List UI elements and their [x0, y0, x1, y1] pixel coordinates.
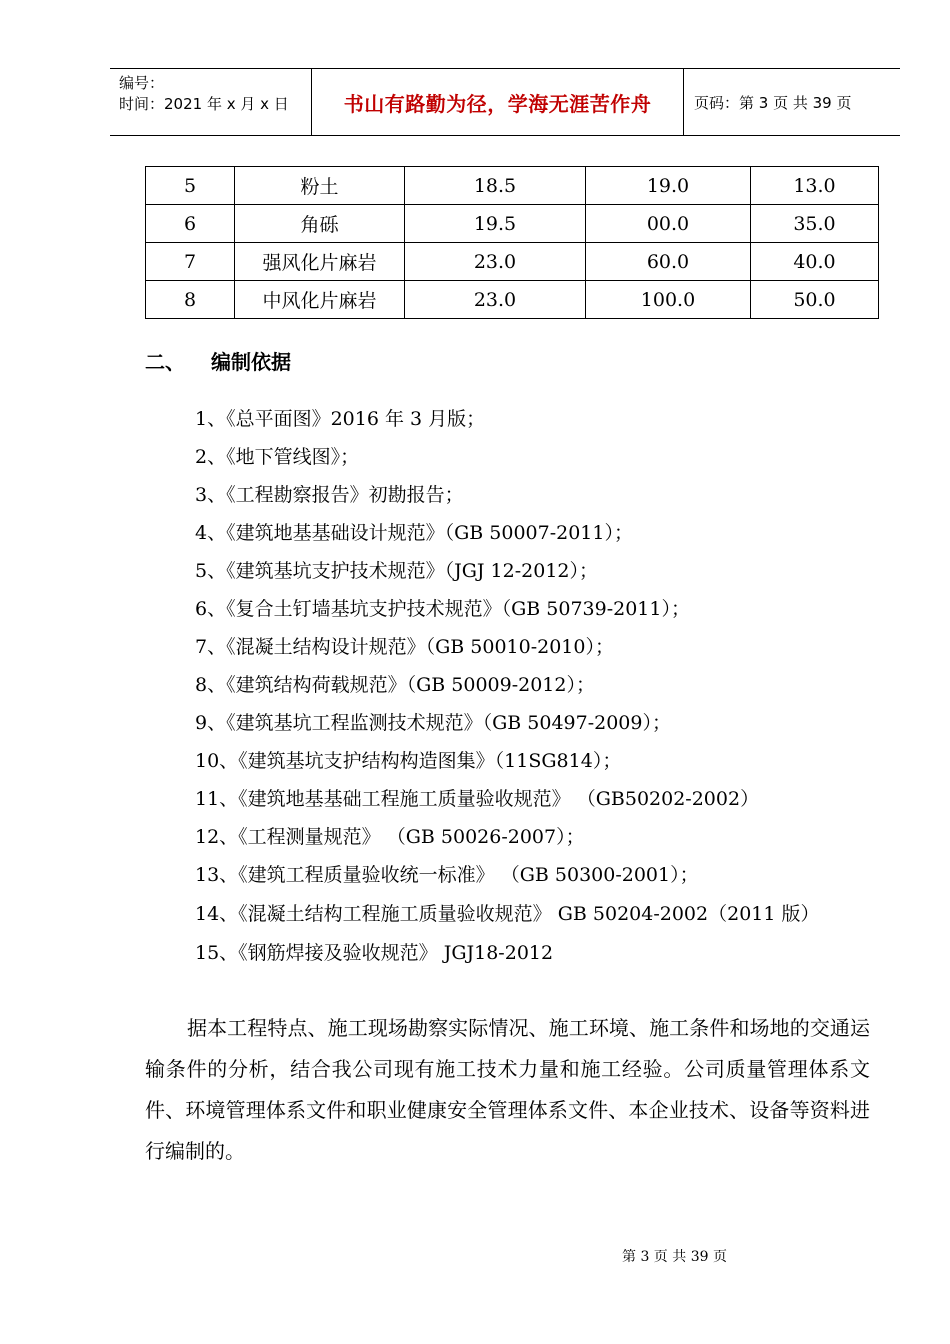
header-meta: [110, 69, 312, 135]
table-cell: 13.0: [751, 167, 879, 205]
table-cell: 40.0: [751, 243, 879, 281]
list-item: 7、《混凝土结构设计规范》（GB 50010-2010）；: [195, 636, 614, 658]
table-cell: 5: [146, 167, 235, 205]
table-cell: 50.0: [751, 281, 879, 319]
list-item: 12、《工程测量规范》 （GB 50026-2007）；: [195, 826, 585, 848]
page-header: [110, 68, 900, 136]
table-cell: 强风化片麻岩: [235, 243, 405, 281]
time-label: 时间：2021 年 x 月 x 日: [119, 95, 289, 113]
table-row: [146, 167, 879, 205]
soil-parameter-table: [145, 166, 879, 319]
table-cell: 中风化片麻岩: [235, 281, 405, 319]
page-footer: 第 3 页 共 39 页: [622, 1249, 727, 1265]
list-item: 5、《建筑基坑支护技术规范》（JGJ 12-2012）；: [195, 560, 598, 582]
table-cell: 18.5: [405, 167, 586, 205]
header-motto-cell: [312, 69, 684, 135]
table-cell: 7: [146, 243, 235, 281]
table-row: [146, 281, 879, 319]
table-cell: 60.0: [586, 243, 751, 281]
list-item: 15、《钢筋焊接及验收规范》 JGJ18-2012: [195, 942, 554, 964]
table-cell: 23.0: [405, 281, 586, 319]
list-item: 10、《建筑基坑支护结构构造图集》（11SG814）；: [195, 750, 622, 772]
section-number: 二、: [145, 350, 185, 374]
table-cell: 100.0: [586, 281, 751, 319]
list-item: 4、《建筑地基基础设计规范》（GB 50007-2011）；: [195, 522, 633, 544]
list-item: 3、《工程勘察报告》初勘报告；: [195, 484, 464, 506]
table-cell: 19.5: [405, 205, 586, 243]
number-label: 编号：: [119, 74, 165, 92]
list-item: 6、《复合土钉墙基坑支护技术规范》（GB 50739-2011）；: [195, 598, 690, 620]
table-row: [146, 243, 879, 281]
section-heading: [145, 346, 291, 375]
body-paragraph: 据本工程特点、施工现场勘察实际情况、施工环境、施工条件和场地的交通运输条件的分析，结合我公司现有施工技术力量和施工经验。公司质量管理体系文件、环境管理体系文件和职业健康安全管理体系文件、本企业技术、设备等资料进行编制的。: [145, 1016, 870, 1163]
table-row: [146, 205, 879, 243]
table-cell: 角砾: [235, 205, 405, 243]
soil-table-body: [146, 167, 879, 319]
list-item: 2、《地下管线图》；: [195, 446, 360, 468]
motto: 书山有路勤为径，学海无涯苦作舟: [343, 91, 652, 116]
table-cell: 35.0: [751, 205, 879, 243]
list-item: 14、《混凝土结构工程施工质量验收规范》 GB 50204-2002（2011 版）: [195, 903, 820, 925]
table-cell: 19.0: [586, 167, 751, 205]
header-page-info: [684, 69, 900, 135]
table-cell: 6: [146, 205, 235, 243]
table-cell: 8: [146, 281, 235, 319]
list-item: 11、《建筑地基基础工程施工质量验收规范》 （GB50202-2002）: [195, 788, 760, 810]
table-cell: 00.0: [586, 205, 751, 243]
table-cell: 粉土: [235, 167, 405, 205]
list-item: 9、《建筑基坑工程监测技术规范》（GB 50497-2009）；: [195, 712, 671, 734]
table-cell: 23.0: [405, 243, 586, 281]
list-item: 8、《建筑结构荷载规范》（GB 50009-2012）；: [195, 674, 595, 696]
page-info: 页码：第 3 页 共 39 页: [694, 93, 852, 112]
section-title: 编制依据: [211, 350, 291, 374]
list-item: 1、《总平面图》2016 年 3 月版；: [195, 408, 486, 430]
list-item: 13、《建筑工程质量验收统一标准》 （GB 50300-2001）；: [195, 864, 699, 886]
reference-list: [145, 400, 875, 972]
